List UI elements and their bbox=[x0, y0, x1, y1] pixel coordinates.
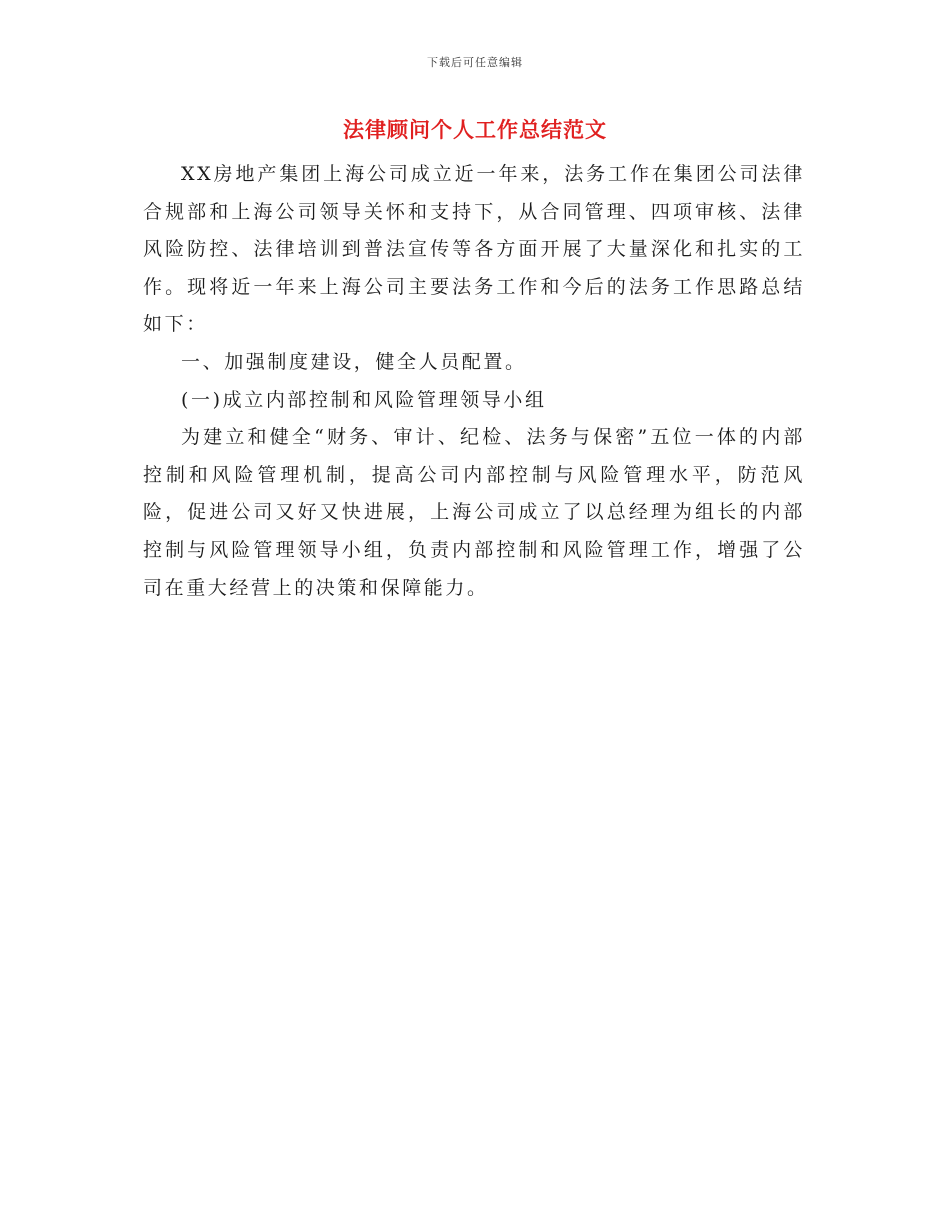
section-heading: 一、加强制度建设，健全人员配置。 bbox=[181, 350, 527, 373]
document-body bbox=[143, 156, 805, 607]
paragraph-detail: 为建立和健全“财务、审计、纪检、法务与保密”五位一体的内部控制和风险管理机制，提高公司内部控制与风险管理水平，防范风险，促进公司又好又快进展，上海公司成立了以总经理为组长的内部控制与风险管理领导小组，负责内部控制和风险管理工作，增强了公司在重大经营上的决策和保障能力。 bbox=[143, 426, 805, 599]
header-note: 下载后可任意编辑 bbox=[427, 56, 523, 69]
paragraph-intro: XX房地产集团上海公司成立近一年来，法务工作在集团公司法律合规部和上海公司领导关怀和支持下，从合同管理、四项审核、法律风险防控、法律培训到普法宣传等各方面开展了大量深化和扎实的工作。现将近一年来上海公司主要法务工作和今后的法务工作思路总结如下： bbox=[143, 163, 805, 336]
subsection-heading: (一)成立内部控制和风险管理领导小组 bbox=[181, 388, 547, 411]
document-title: 法律顾问个人工作总结范文 bbox=[343, 118, 607, 142]
